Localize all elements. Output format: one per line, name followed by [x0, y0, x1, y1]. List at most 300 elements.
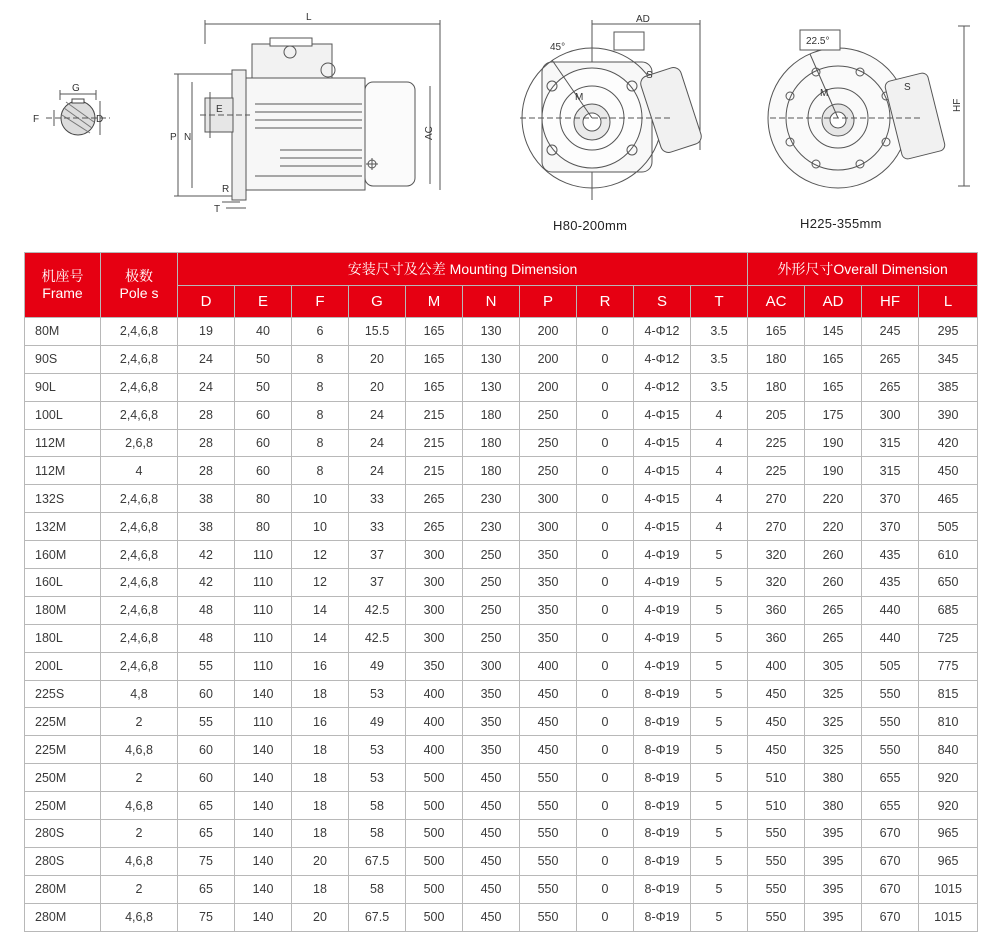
- table-cell: 60: [178, 736, 235, 764]
- table-cell: 395: [805, 903, 862, 931]
- table-cell: 450: [748, 708, 805, 736]
- table-cell: 965: [919, 820, 978, 848]
- table-cell: 300: [406, 624, 463, 652]
- table-cell: 550: [748, 875, 805, 903]
- table-cell: 58: [349, 792, 406, 820]
- table-cell: 0: [577, 401, 634, 429]
- table-cell: 165: [406, 345, 463, 373]
- table-cell: 140: [235, 764, 292, 792]
- table-row: [25, 875, 978, 903]
- table-cell: 345: [919, 345, 978, 373]
- col-header-d: D: [178, 286, 235, 318]
- table-cell: 4-Φ19: [634, 652, 691, 680]
- table-cell: 250: [463, 624, 520, 652]
- table-cell: 2,4,6,8: [101, 318, 178, 346]
- table-cell: 180L: [25, 624, 101, 652]
- table-cell: 395: [805, 820, 862, 848]
- table-cell: 180: [463, 457, 520, 485]
- table-cell: 0: [577, 541, 634, 569]
- table-row: [25, 680, 978, 708]
- header-poles: 极数 Pole s: [101, 253, 178, 318]
- table-cell: 300: [406, 569, 463, 597]
- table-cell: 112M: [25, 429, 101, 457]
- table-cell: 215: [406, 429, 463, 457]
- table-cell: 8-Φ19: [634, 792, 691, 820]
- table-cell: 140: [235, 847, 292, 875]
- dimension-table: [24, 252, 978, 932]
- shaft-section-drawing: [33, 83, 110, 135]
- table-cell: 0: [577, 569, 634, 597]
- table-cell: 38: [178, 485, 235, 513]
- table-cell: 8-Φ19: [634, 875, 691, 903]
- dim-label-s-large: S: [904, 82, 911, 93]
- table-cell: 80: [235, 513, 292, 541]
- table-cell: 815: [919, 680, 978, 708]
- col-header-m: M: [406, 286, 463, 318]
- table-cell: 2,4,6,8: [101, 485, 178, 513]
- table-cell: 80: [235, 485, 292, 513]
- table-cell: 265: [862, 373, 919, 401]
- table-cell: 0: [577, 596, 634, 624]
- table-cell: 0: [577, 318, 634, 346]
- table-cell: 315: [862, 457, 919, 485]
- table-cell: 550: [520, 903, 577, 931]
- table-cell: 24: [349, 457, 406, 485]
- table-cell: 40: [235, 318, 292, 346]
- col-header-ac: AC: [748, 286, 805, 318]
- table-cell: 20: [349, 373, 406, 401]
- table-cell: 60: [178, 764, 235, 792]
- table-cell: 8-Φ19: [634, 903, 691, 931]
- table-cell: 270: [748, 485, 805, 513]
- table-cell: 225S: [25, 680, 101, 708]
- table-cell: 510: [748, 792, 805, 820]
- table-cell: 440: [862, 624, 919, 652]
- table-cell: 180: [463, 401, 520, 429]
- table-cell: 4-Φ15: [634, 457, 691, 485]
- table-cell: 140: [235, 820, 292, 848]
- table-cell: 2,4,6,8: [101, 513, 178, 541]
- table-cell: 100L: [25, 401, 101, 429]
- table-cell: 20: [292, 903, 349, 931]
- dim-label-n: N: [184, 132, 192, 143]
- table-cell: 4,8: [101, 680, 178, 708]
- table-cell: 110: [235, 596, 292, 624]
- table-cell: 200: [520, 318, 577, 346]
- table-cell: 8-Φ19: [634, 736, 691, 764]
- table-cell: 4,6,8: [101, 847, 178, 875]
- table-cell: 5: [691, 736, 748, 764]
- col-header-g: G: [349, 286, 406, 318]
- table-cell: 505: [862, 652, 919, 680]
- table-cell: 130: [463, 373, 520, 401]
- table-row: [25, 820, 978, 848]
- table-cell: 205: [748, 401, 805, 429]
- table-cell: 42: [178, 541, 235, 569]
- col-header-hf: HF: [862, 286, 919, 318]
- table-cell: 0: [577, 875, 634, 903]
- table-cell: 320: [748, 541, 805, 569]
- table-cell: 400: [748, 652, 805, 680]
- table-cell: 280S: [25, 847, 101, 875]
- table-cell: 2,4,6,8: [101, 596, 178, 624]
- table-cell: 775: [919, 652, 978, 680]
- table-cell: 655: [862, 764, 919, 792]
- table-cell: 2,4,6,8: [101, 401, 178, 429]
- table-cell: 3.5: [691, 318, 748, 346]
- table-cell: 500: [406, 847, 463, 875]
- table-row: [25, 652, 978, 680]
- table-cell: 190: [805, 429, 862, 457]
- table-cell: 300: [406, 596, 463, 624]
- table-row: [25, 708, 978, 736]
- table-cell: 12: [292, 541, 349, 569]
- table-row: [25, 736, 978, 764]
- dim-label-p: P: [170, 132, 177, 143]
- table-cell: 49: [349, 708, 406, 736]
- table-row: [25, 513, 978, 541]
- table-cell: 49: [349, 652, 406, 680]
- table-cell: 132S: [25, 485, 101, 513]
- table-cell: 37: [349, 541, 406, 569]
- table-cell: 650: [919, 569, 978, 597]
- col-header-s: S: [634, 286, 691, 318]
- table-cell: 400: [406, 680, 463, 708]
- table-cell: 8: [292, 373, 349, 401]
- table-cell: 245: [862, 318, 919, 346]
- header-mounting-dimension: 安装尺寸及公差 Mounting Dimension: [178, 253, 748, 286]
- dim-label-m: M: [575, 92, 584, 103]
- table-cell: 145: [805, 318, 862, 346]
- table-cell: 20: [292, 847, 349, 875]
- table-cell: 395: [805, 875, 862, 903]
- table-cell: 48: [178, 596, 235, 624]
- table-cell: 24: [178, 373, 235, 401]
- table-cell: 670: [862, 847, 919, 875]
- table-cell: 4-Φ15: [634, 513, 691, 541]
- table-cell: 4-Φ19: [634, 596, 691, 624]
- table-cell: 350: [463, 680, 520, 708]
- table-row: [25, 764, 978, 792]
- table-cell: 110: [235, 624, 292, 652]
- technical-drawings: [0, 0, 1000, 250]
- table-cell: 0: [577, 652, 634, 680]
- table-cell: 510: [748, 764, 805, 792]
- table-cell: 4-Φ12: [634, 345, 691, 373]
- dim-label-e: E: [216, 104, 223, 115]
- table-cell: 0: [577, 847, 634, 875]
- table-cell: 550: [520, 764, 577, 792]
- table-cell: 5: [691, 652, 748, 680]
- table-cell: 550: [520, 847, 577, 875]
- table-cell: 260: [805, 541, 862, 569]
- table-cell: 16: [292, 652, 349, 680]
- table-cell: 400: [406, 708, 463, 736]
- table-cell: 2: [101, 708, 178, 736]
- table-cell: 8-Φ19: [634, 820, 691, 848]
- table-cell: 0: [577, 624, 634, 652]
- table-cell: 67.5: [349, 847, 406, 875]
- table-cell: 280M: [25, 903, 101, 931]
- table-cell: 4-Φ15: [634, 429, 691, 457]
- table-cell: 110: [235, 708, 292, 736]
- table-cell: 280S: [25, 820, 101, 848]
- table-cell: 60: [235, 457, 292, 485]
- table-cell: 550: [748, 847, 805, 875]
- table-cell: 325: [805, 708, 862, 736]
- table-cell: 5: [691, 680, 748, 708]
- table-cell: 550: [748, 820, 805, 848]
- table-cell: 24: [178, 345, 235, 373]
- table-cell: 400: [406, 736, 463, 764]
- table-cell: 670: [862, 875, 919, 903]
- table-cell: 840: [919, 736, 978, 764]
- table-cell: 0: [577, 513, 634, 541]
- table-cell: 450: [520, 708, 577, 736]
- table-cell: 18: [292, 820, 349, 848]
- motor-side-view-drawing: [170, 12, 440, 215]
- table-cell: 4-Φ12: [634, 318, 691, 346]
- table-row: [25, 541, 978, 569]
- table-cell: 305: [805, 652, 862, 680]
- table-cell: 48: [178, 624, 235, 652]
- table-cell: 60: [235, 429, 292, 457]
- table-cell: 220: [805, 485, 862, 513]
- table-cell: 4: [691, 513, 748, 541]
- table-cell: 500: [406, 792, 463, 820]
- col-header-t: T: [691, 286, 748, 318]
- table-cell: 18: [292, 764, 349, 792]
- table-cell: 75: [178, 847, 235, 875]
- table-cell: 175: [805, 401, 862, 429]
- table-cell: 230: [463, 513, 520, 541]
- table-cell: 360: [748, 624, 805, 652]
- table-cell: 270: [748, 513, 805, 541]
- table-cell: 65: [178, 792, 235, 820]
- table-cell: 165: [406, 373, 463, 401]
- table-cell: 20: [349, 345, 406, 373]
- table-cell: 180: [748, 345, 805, 373]
- table-cell: 5: [691, 541, 748, 569]
- table-cell: 160L: [25, 569, 101, 597]
- table-cell: 450: [463, 875, 520, 903]
- table-cell: 0: [577, 680, 634, 708]
- table-cell: 58: [349, 820, 406, 848]
- table-cell: 0: [577, 792, 634, 820]
- table-cell: 265: [406, 513, 463, 541]
- table-cell: 0: [577, 708, 634, 736]
- table-cell: 4,6,8: [101, 792, 178, 820]
- table-cell: 4-Φ19: [634, 624, 691, 652]
- table-row: [25, 345, 978, 373]
- table-cell: 65: [178, 820, 235, 848]
- col-header-l: L: [919, 286, 978, 318]
- table-cell: 265: [805, 624, 862, 652]
- table-cell: 10: [292, 485, 349, 513]
- table-cell: 450: [463, 903, 520, 931]
- table-row: [25, 847, 978, 875]
- table-cell: 14: [292, 596, 349, 624]
- table-cell: 1015: [919, 903, 978, 931]
- table-cell: 435: [862, 569, 919, 597]
- table-row: [25, 903, 978, 931]
- col-header-ad: AD: [805, 286, 862, 318]
- table-cell: 5: [691, 820, 748, 848]
- angle-label-22-5: 22.5°: [806, 36, 830, 47]
- table-cell: 10: [292, 513, 349, 541]
- table-cell: 965: [919, 847, 978, 875]
- table-cell: 350: [520, 541, 577, 569]
- table-cell: 0: [577, 457, 634, 485]
- table-cell: 295: [919, 318, 978, 346]
- table-cell: 90L: [25, 373, 101, 401]
- table-cell: 610: [919, 541, 978, 569]
- table-cell: 5: [691, 569, 748, 597]
- table-cell: 400: [520, 652, 577, 680]
- table-cell: 500: [406, 820, 463, 848]
- table-cell: 4-Φ19: [634, 569, 691, 597]
- table-cell: 67.5: [349, 903, 406, 931]
- table-cell: 300: [406, 541, 463, 569]
- table-cell: 2,4,6,8: [101, 373, 178, 401]
- table-cell: 28: [178, 401, 235, 429]
- table-cell: 180M: [25, 596, 101, 624]
- dimension-table-body: [25, 318, 978, 932]
- table-cell: 250: [520, 429, 577, 457]
- table-cell: 500: [406, 875, 463, 903]
- table-cell: 450: [463, 792, 520, 820]
- table-cell: 465: [919, 485, 978, 513]
- table-row: [25, 429, 978, 457]
- table-cell: 8: [292, 401, 349, 429]
- table-cell: 14: [292, 624, 349, 652]
- table-cell: 4: [691, 429, 748, 457]
- table-cell: 225: [748, 457, 805, 485]
- table-cell: 53: [349, 764, 406, 792]
- table-cell: 5: [691, 903, 748, 931]
- table-cell: 300: [520, 513, 577, 541]
- table-cell: 8: [292, 457, 349, 485]
- table-cell: 2: [101, 875, 178, 903]
- table-row: [25, 318, 978, 346]
- table-cell: 0: [577, 736, 634, 764]
- table-cell: 0: [577, 764, 634, 792]
- motor-front-view-large-drawing: [768, 26, 970, 188]
- table-cell: 33: [349, 485, 406, 513]
- table-cell: 90S: [25, 345, 101, 373]
- table-cell: 350: [520, 569, 577, 597]
- col-header-r: R: [577, 286, 634, 318]
- table-cell: 110: [235, 652, 292, 680]
- table-cell: 37: [349, 569, 406, 597]
- table-cell: 58: [349, 875, 406, 903]
- table-cell: 5: [691, 847, 748, 875]
- table-cell: 450: [748, 680, 805, 708]
- table-cell: 2,4,6,8: [101, 624, 178, 652]
- col-header-n: N: [463, 286, 520, 318]
- table-cell: 265: [406, 485, 463, 513]
- table-cell: 15.5: [349, 318, 406, 346]
- table-cell: 550: [862, 680, 919, 708]
- table-cell: 75: [178, 903, 235, 931]
- table-cell: 200: [520, 373, 577, 401]
- table-cell: 130: [463, 345, 520, 373]
- table-row: [25, 624, 978, 652]
- table-row: [25, 596, 978, 624]
- table-cell: 24: [349, 429, 406, 457]
- table-cell: 165: [406, 318, 463, 346]
- table-cell: 230: [463, 485, 520, 513]
- table-cell: 16: [292, 708, 349, 736]
- table-cell: 33: [349, 513, 406, 541]
- table-cell: 215: [406, 401, 463, 429]
- table-cell: 140: [235, 792, 292, 820]
- dim-label-ad: AD: [636, 14, 650, 25]
- table-cell: 6: [292, 318, 349, 346]
- table-cell: 4: [691, 485, 748, 513]
- table-cell: 190: [805, 457, 862, 485]
- table-cell: 140: [235, 680, 292, 708]
- table-cell: 5: [691, 764, 748, 792]
- table-cell: 8-Φ19: [634, 708, 691, 736]
- table-cell: 200L: [25, 652, 101, 680]
- table-cell: 550: [520, 820, 577, 848]
- table-cell: 250: [463, 569, 520, 597]
- table-cell: 450: [463, 764, 520, 792]
- table-cell: 500: [406, 903, 463, 931]
- table-cell: 18: [292, 680, 349, 708]
- dim-label-s: S: [646, 70, 653, 81]
- table-cell: 350: [520, 596, 577, 624]
- table-cell: 0: [577, 429, 634, 457]
- table-cell: 810: [919, 708, 978, 736]
- table-cell: 65: [178, 875, 235, 903]
- table-cell: 140: [235, 875, 292, 903]
- table-cell: 8-Φ19: [634, 847, 691, 875]
- table-cell: 380: [805, 764, 862, 792]
- table-cell: 550: [520, 875, 577, 903]
- table-cell: 250: [463, 541, 520, 569]
- table-cell: 60: [178, 680, 235, 708]
- table-row: [25, 401, 978, 429]
- table-row: [25, 485, 978, 513]
- table-cell: 28: [178, 429, 235, 457]
- table-cell: 4: [691, 457, 748, 485]
- table-cell: 1015: [919, 875, 978, 903]
- table-cell: 165: [805, 373, 862, 401]
- dim-label-l: L: [306, 12, 312, 23]
- table-cell: 0: [577, 820, 634, 848]
- table-cell: 19: [178, 318, 235, 346]
- table-cell: 350: [463, 736, 520, 764]
- table-cell: 440: [862, 596, 919, 624]
- table-cell: 225M: [25, 708, 101, 736]
- table-cell: 300: [463, 652, 520, 680]
- table-cell: 4: [101, 457, 178, 485]
- table-cell: 200: [520, 345, 577, 373]
- table-cell: 280M: [25, 875, 101, 903]
- table-cell: 385: [919, 373, 978, 401]
- table-cell: 265: [805, 596, 862, 624]
- table-cell: 325: [805, 736, 862, 764]
- dim-label-m-large: M: [820, 88, 829, 99]
- table-cell: 350: [520, 624, 577, 652]
- table-cell: 4-Φ15: [634, 401, 691, 429]
- table-cell: 165: [748, 318, 805, 346]
- table-cell: 110: [235, 569, 292, 597]
- table-cell: 4-Φ19: [634, 541, 691, 569]
- table-cell: 220: [805, 513, 862, 541]
